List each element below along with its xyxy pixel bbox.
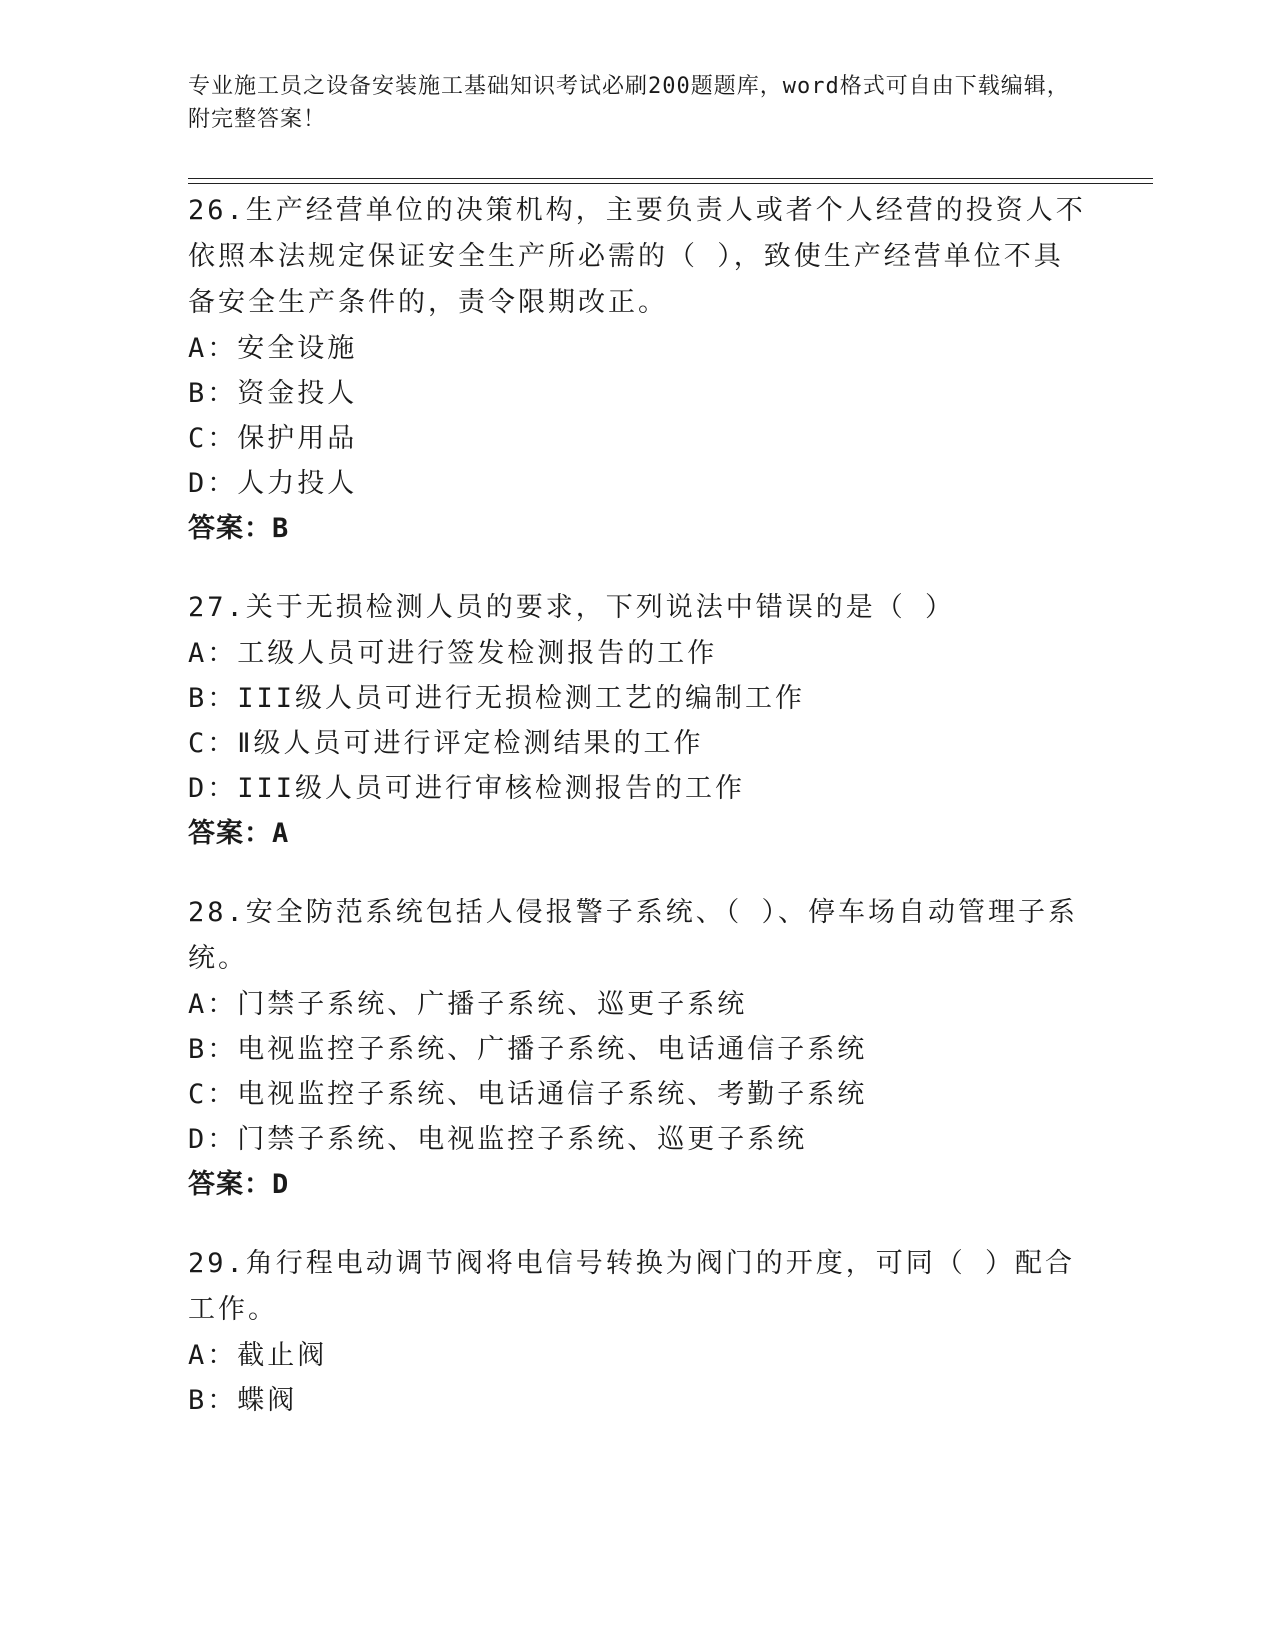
question-stem: 27.关于无损检测人员的要求，下列说法中错误的是（ ） — [188, 592, 956, 623]
question-29 — [188, 1241, 1088, 1423]
answer: 答案：A — [188, 818, 290, 849]
question-27 — [188, 585, 1088, 857]
question-26 — [188, 188, 1088, 552]
answer: 答案：B — [188, 513, 290, 544]
question-28 — [188, 890, 1088, 1208]
header-rule-bottom — [188, 183, 1153, 184]
option-a: A：安全设施 — [188, 333, 358, 364]
option-a: A：门禁子系统、广播子系统、巡更子系统 — [188, 989, 748, 1020]
question-stem: 28.安全防范系统包括人侵报警子系统、（ ）、停车场自动管理子系统。 — [188, 897, 1079, 974]
question-stem: 26.生产经营单位的决策机构，主要负责人或者个人经营的投资人不依照本法规定保证安全生产所必需的（ ），致使生产经营单位不具备安全生产条件的，责令限期改正。 — [188, 195, 1086, 318]
document-header: 专业施工员之设备安装施工基础知识考试必刷200题题库，word格式可自由下载编辑，附完整答案！ — [188, 74, 1070, 132]
option-c: C：电视监控子系统、电话通信子系统、考勤子系统 — [188, 1079, 868, 1110]
option-d: D：门禁子系统、电视监控子系统、巡更子系统 — [188, 1124, 808, 1155]
option-b: B：III级人员可进行无损检测工艺的编制工作 — [188, 683, 806, 714]
option-a: A：工级人员可进行签发检测报告的工作 — [188, 638, 718, 669]
option-d: D：III级人员可进行审核检测报告的工作 — [188, 773, 746, 804]
question-list — [188, 188, 1088, 1456]
option-c: C：保护用品 — [188, 423, 358, 454]
option-b: B：资金投人 — [188, 378, 358, 409]
header-rule-top — [188, 178, 1153, 179]
question-stem: 29.角行程电动调节阀将电信号转换为阀门的开度，可同（ ）配合工作。 — [188, 1248, 1076, 1325]
answer: 答案：D — [188, 1169, 290, 1200]
option-c: C：Ⅱ级人员可进行评定检测结果的工作 — [188, 728, 704, 759]
option-b: B：蝶阀 — [188, 1385, 298, 1416]
option-d: D：人力投人 — [188, 468, 358, 499]
option-a: A：截止阀 — [188, 1340, 328, 1371]
option-b: B：电视监控子系统、广播子系统、电话通信子系统 — [188, 1034, 868, 1065]
